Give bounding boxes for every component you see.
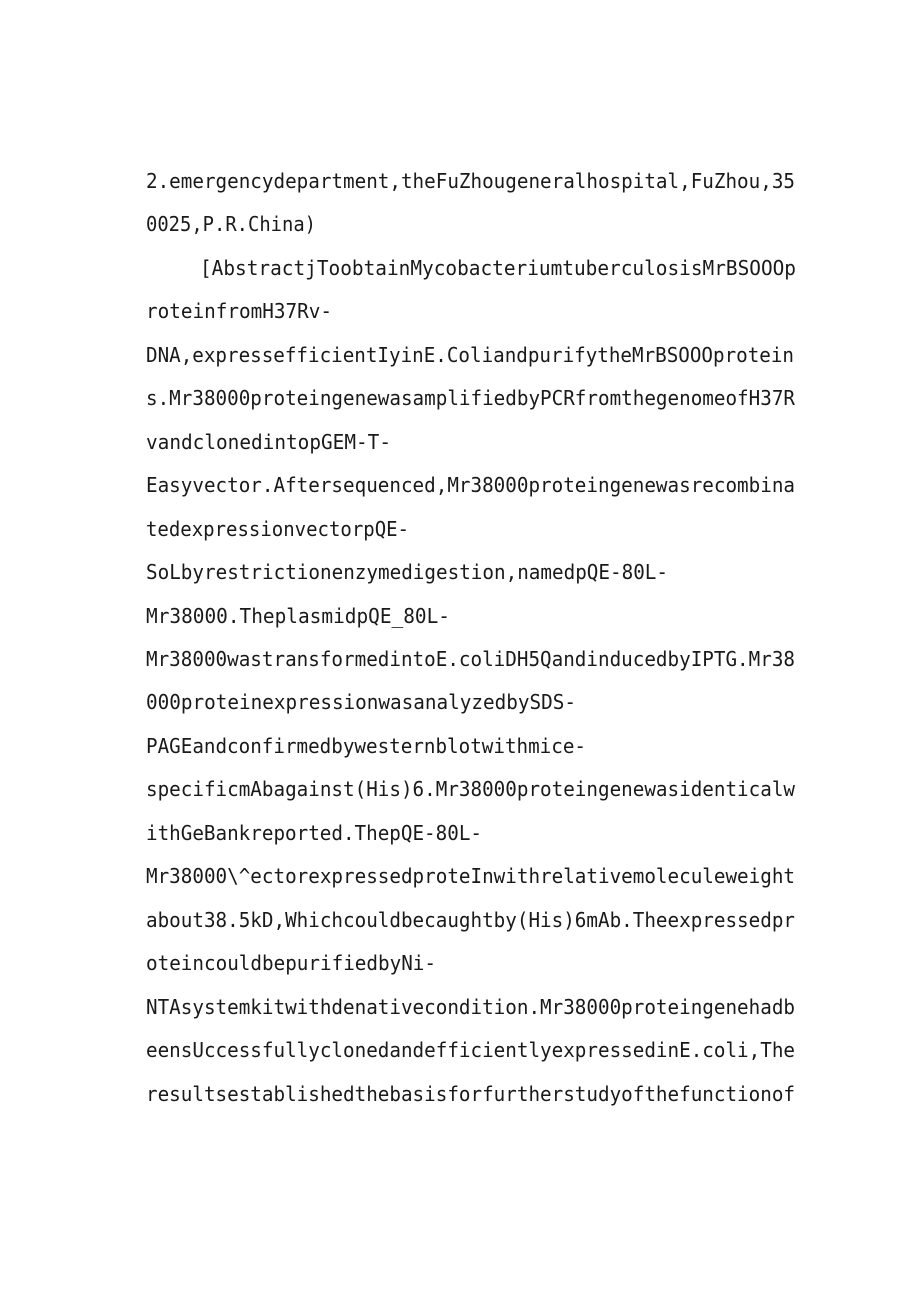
text-line: NTAsystemkitwithdenativecondition.Mr38000proteingenehadb [146, 995, 795, 1019]
text-line: SoLbyrestrictionenzymedigestion,namedpQE-80L- [146, 560, 668, 584]
text-line: eensUccessfullyclonedandefficientlyexpressedinE.coli,The [146, 1038, 795, 1062]
text-line: Mr38000\^ectorexpressedproteInwithrelativemoleculeweight [146, 864, 795, 888]
text-line: 000proteinexpressionwasanalyzedbySDS- [146, 690, 576, 714]
text-line: Easyvector.Aftersequenced,Mr38000proteingenewasrecombina [146, 473, 795, 497]
text-line: ithGeBankreported.ThepQE-80L- [146, 821, 482, 845]
text-line: [AbstractjToobtainMycobacteriumtuberculosisMrBSOOOp [200, 256, 796, 280]
text-line: tedexpressionvectorpQE- [146, 517, 409, 541]
text-line: 2.emergencydepartment,theFuZhougeneralhospital,FuZhou,35 [146, 169, 795, 193]
text-line: roteinfromH37Rv- [146, 299, 332, 323]
text-line: resultsestablishedthebasisforfurtherstudyofthefunctionof [146, 1082, 795, 1106]
text-line: oteincouldbepurifiedbyNi- [146, 951, 436, 975]
text-line: Mr38000wastransformedintoE.coliDH5QandinducedbyIPTG.Mr38 [146, 647, 795, 671]
text-line: specificmAbagainst(His)6.Mr38000proteingenewasidenticalw [146, 777, 795, 801]
text-line: Mr38000.TheplasmidpQE_80L- [146, 604, 450, 628]
text-line: 0025,P.R.China) [146, 212, 316, 236]
text-line: PAGEandconfirmedbywesternblotwithmice- [146, 734, 586, 758]
text-line: s.Mr38000proteingenewasamplifiedbyPCRfromthegenomeofH37R [146, 386, 795, 410]
text-line: vandclonedintopGEM-T- [146, 430, 391, 454]
text-line: about38.5kD,Whichcouldbecaughtby(His)6mAb.Theexpressedpr [146, 908, 795, 932]
text-line: DNA,expressefficientIyinE.ColiandpurifytheMrBSOOOprotein [146, 343, 794, 367]
